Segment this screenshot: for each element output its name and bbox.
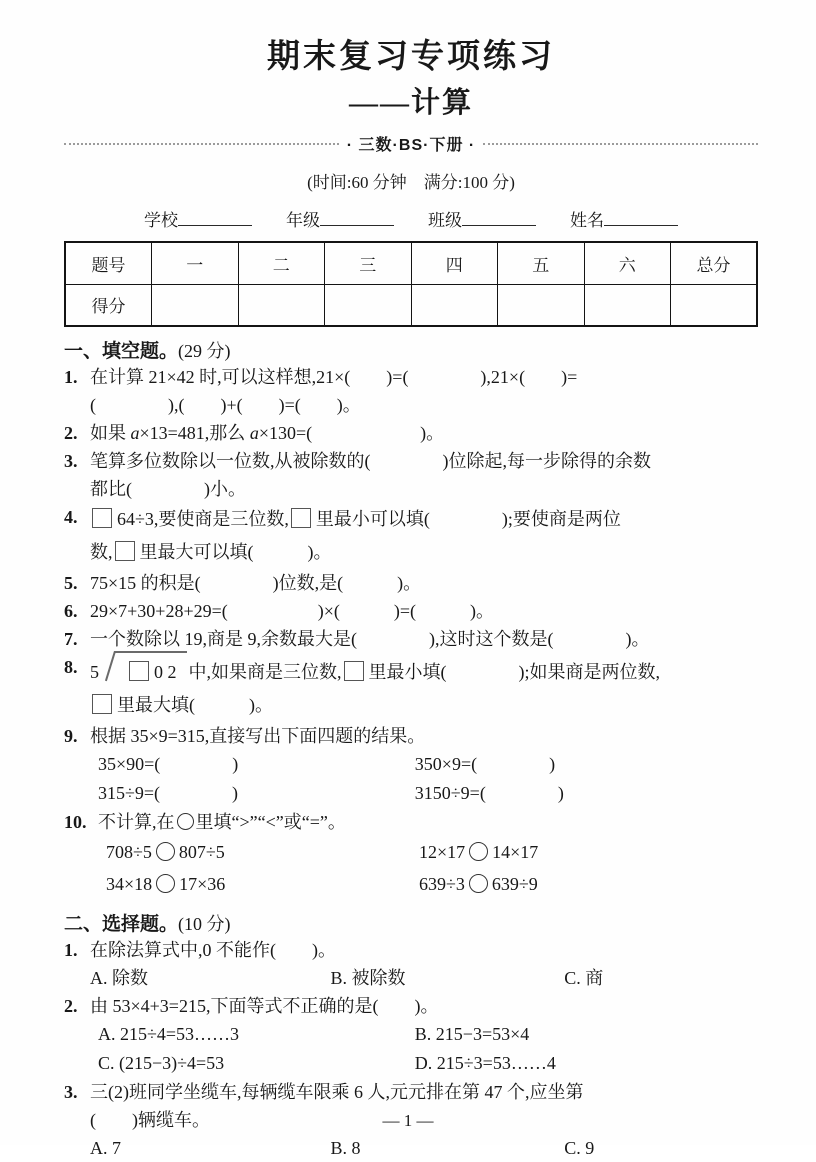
- question-s1-7: [64, 625, 758, 653]
- question-text: 在计算 21×42 时,可以这样想,21×( )=( ),21×( )=: [90, 367, 578, 387]
- text-segment: 如果: [90, 423, 131, 443]
- comparison-item: [419, 868, 758, 900]
- score-cell: [411, 284, 498, 326]
- expression: 315÷9=( ): [98, 783, 239, 803]
- question-text: ( )辆缆车。: [90, 1110, 210, 1130]
- score-cell: [671, 284, 758, 326]
- text-segment: 里最小填( );如果商是两位数,: [368, 662, 660, 682]
- text-segment: 中,如果商是三位数,: [188, 662, 342, 682]
- question-s1-4: [64, 503, 758, 569]
- question-text: 笔算多位数除以一位数,从被除数的( )位除起,每一步除得的余数: [90, 451, 651, 471]
- question-s1-9: [64, 722, 758, 808]
- edition-line: [64, 132, 758, 155]
- text-segment: ×130=( )。: [258, 423, 445, 443]
- dividend-digits: 0 2: [154, 662, 177, 682]
- score-table-header-row: [65, 242, 757, 284]
- option-c: C. 商: [564, 968, 604, 988]
- dotted-divider-left: [64, 143, 339, 145]
- question-text: 根据 35×9=315,直接写出下面四题的结果。: [90, 726, 426, 746]
- question-s1-6: [64, 597, 758, 625]
- blank-box-icon: [92, 694, 112, 714]
- question-s1-8: [64, 653, 758, 722]
- question-number: 5.: [64, 573, 78, 593]
- text-segment: 数,: [90, 542, 113, 562]
- text-segment: 里填“>”“<”或“=”。: [195, 812, 346, 832]
- option-b: B. 被除数: [330, 968, 406, 988]
- page-title: 期末复习专项练习: [267, 39, 555, 75]
- section1-label: 一、填空题。: [64, 341, 179, 362]
- question-number: 2.: [64, 996, 78, 1016]
- question-s1-2: [64, 419, 758, 447]
- score-cell: [584, 284, 671, 326]
- question-text: 一个数除以 19,商是 9,余数最大是( ),这时这个数是( )。: [90, 629, 650, 649]
- question-number: 2.: [64, 423, 78, 443]
- text-segment: 64÷3,要使商是三位数,: [117, 509, 289, 529]
- question-text: ( ),( )+( )=( )。: [90, 395, 361, 415]
- grade-blank-line: [320, 211, 394, 226]
- option-a: A. 除数: [90, 968, 148, 988]
- question-number: 10.: [64, 812, 87, 832]
- question-text: 29×7+30+28+29=( )×( )=( )。: [90, 601, 495, 621]
- name-blank-line: [604, 211, 678, 226]
- text-segment: 里最小可以填( );要使商是两位: [315, 509, 621, 529]
- question-text: [90, 689, 758, 722]
- left-expression: 708÷5: [106, 842, 152, 862]
- question-number: 3.: [64, 1082, 78, 1102]
- compare-circle-icon: [177, 813, 194, 830]
- divisor-digit: 5: [90, 662, 99, 682]
- option-a: A. 215÷4=53……3: [98, 1024, 240, 1044]
- blank-box-icon: [291, 508, 311, 528]
- class-blank-line: [462, 211, 536, 226]
- question-text: 都比( )小。: [90, 479, 246, 499]
- right-expression: 639÷9: [491, 874, 538, 894]
- grade-label: 年级: [286, 211, 320, 230]
- left-expression: 34×18: [106, 874, 153, 894]
- left-expression: 12×17: [418, 842, 466, 862]
- long-division-bracket-icon: [105, 653, 187, 689]
- score-table-header-cell: 三: [325, 242, 412, 284]
- question-text: [90, 503, 758, 536]
- blank-box-icon: [115, 541, 135, 561]
- expression: 35×90=( ): [98, 754, 239, 774]
- score-cell: [325, 284, 412, 326]
- score-cell: [238, 284, 325, 326]
- page-number: — 1 —: [382, 1111, 434, 1130]
- option-c: C. 9: [564, 1138, 595, 1158]
- question-number: 4.: [64, 507, 78, 527]
- score-table-header-cell: 六: [584, 242, 671, 284]
- right-expression: 807÷5: [178, 842, 225, 862]
- option-a: A. 7: [90, 1138, 121, 1158]
- right-expression: 14×17: [492, 842, 539, 862]
- score-table-header-cell: 题号: [65, 242, 152, 284]
- name-field: [570, 206, 678, 231]
- section1-score: (29 分): [178, 341, 231, 361]
- compare-circle-icon: [469, 874, 488, 893]
- text-segment: ×13=481,那么: [139, 423, 250, 443]
- option-c: C. (215−3)÷4=53: [98, 1053, 225, 1073]
- edition-label: · 三数·BS·下册 ·: [346, 137, 476, 154]
- left-expression: 639÷3: [418, 874, 465, 894]
- dotted-divider-right: [483, 143, 758, 145]
- question-s1-10: [64, 808, 758, 900]
- question-text: [90, 536, 758, 569]
- score-table-header-cell: 二: [238, 242, 325, 284]
- options-row: [90, 1134, 758, 1162]
- time-score-meta: (时间:60 分钟 满分:100 分): [307, 173, 515, 192]
- section2-label: 二、选择题。: [64, 914, 179, 935]
- question-text: 75×15 的积是( )位数,是( )。: [90, 573, 422, 593]
- question-number: 7.: [64, 629, 78, 649]
- score-table-header-cell: 四: [411, 242, 498, 284]
- grade-field: [286, 206, 394, 231]
- compare-circle-icon: [156, 874, 175, 893]
- section2-score: (10 分): [178, 914, 231, 934]
- question-number: 6.: [64, 601, 78, 621]
- section2-heading: [64, 909, 758, 936]
- score-table: [64, 241, 758, 327]
- question-text: [98, 808, 758, 836]
- options-row: [90, 964, 758, 992]
- school-field: [144, 206, 252, 231]
- name-label: 姓名: [570, 211, 604, 230]
- question-number: 9.: [64, 726, 78, 746]
- score-table-score-row: [65, 284, 757, 326]
- question-text: [90, 419, 758, 447]
- blank-box-icon: [92, 508, 112, 528]
- question-number: 3.: [64, 451, 78, 471]
- comparison-item: [419, 836, 758, 868]
- comparison-grid: [98, 836, 758, 900]
- expression: 3150÷9=( ): [414, 783, 564, 803]
- question-s1-5: [64, 569, 758, 597]
- question-s1-3: [64, 447, 758, 503]
- math-variable: a: [130, 423, 140, 443]
- compare-circle-icon: [156, 842, 175, 861]
- class-field: [428, 206, 536, 231]
- student-info-row: [64, 206, 758, 231]
- score-row-label: 得分: [65, 284, 152, 326]
- question-text: 由 53×4+3=215,下面等式不正确的是( )。: [90, 996, 439, 1016]
- text-segment: 里最大可以填( )。: [139, 542, 332, 562]
- answer-grid: [90, 750, 758, 808]
- school-label: 学校: [144, 211, 178, 230]
- right-expression: 17×36: [179, 874, 226, 894]
- option-d: D. 215÷3=53……4: [414, 1053, 556, 1073]
- comparison-item: [106, 868, 419, 900]
- option-b: B. 215−3=53×4: [414, 1024, 530, 1044]
- question-s1-1: [64, 363, 758, 419]
- math-variable: a: [249, 423, 259, 443]
- question-text: [90, 653, 758, 689]
- options-grid: [90, 1020, 758, 1078]
- question-number: 1.: [64, 940, 78, 960]
- question-number: 1.: [64, 367, 78, 387]
- question-s2-2: [64, 992, 758, 1078]
- expression: 350×9=( ): [414, 754, 556, 774]
- comparison-item: [106, 836, 419, 868]
- score-table-header-cell: 总分: [671, 242, 758, 284]
- score-cell: [498, 284, 585, 326]
- score-cell: [152, 284, 239, 326]
- blank-box-icon: [344, 661, 364, 681]
- compare-circle-icon: [469, 842, 488, 861]
- text-segment: 里最大填( )。: [117, 695, 273, 715]
- question-s2-1: [64, 936, 758, 992]
- question-text: 在除法算式中,0 不能作( )。: [90, 940, 336, 960]
- option-b: B. 8: [330, 1138, 361, 1158]
- class-label: 班级: [428, 211, 462, 230]
- blank-box-icon: [129, 661, 149, 681]
- school-blank-line: [178, 211, 252, 226]
- question-text: 三(2)班同学坐缆车,每辆缆车限乘 6 人,元元排在第 47 个,应坐第: [90, 1082, 584, 1102]
- question-number: 8.: [64, 657, 78, 677]
- text-segment: 不计算,在: [98, 812, 175, 832]
- page-subtitle: ——计算: [348, 87, 473, 119]
- section1-heading: [64, 336, 758, 363]
- score-table-header-cell: 五: [498, 242, 585, 284]
- score-table-header-cell: 一: [152, 242, 239, 284]
